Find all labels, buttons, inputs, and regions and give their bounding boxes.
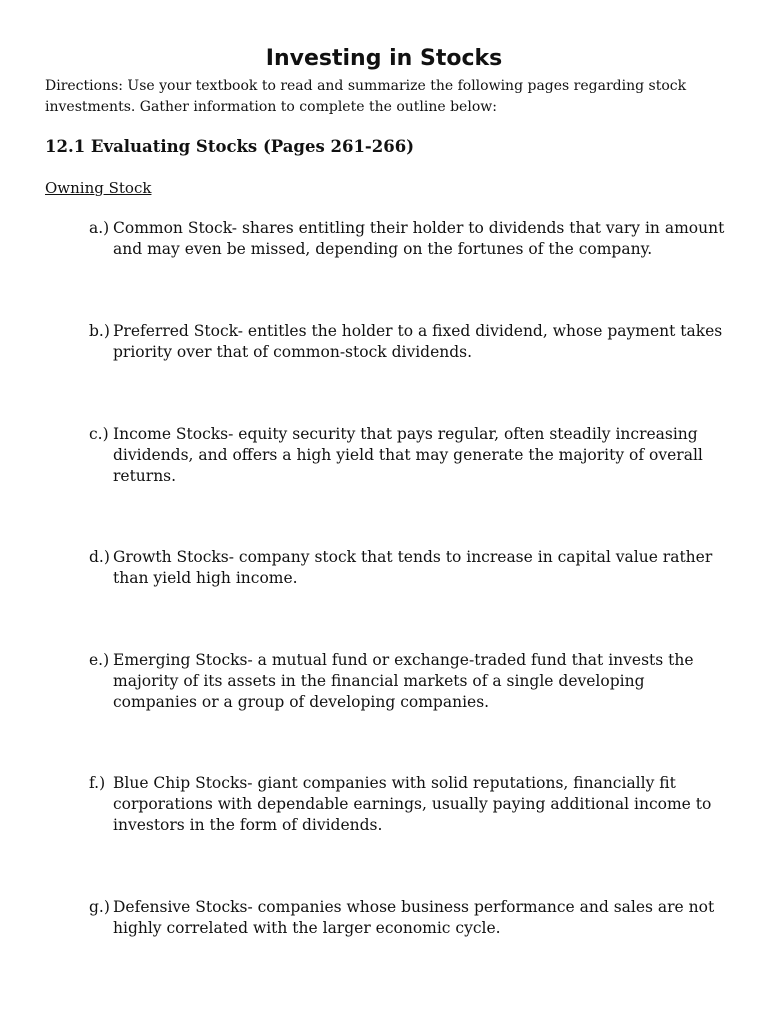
section-heading: 12.1 Evaluating Stocks (Pages 261-266) xyxy=(45,137,415,156)
outline-item-g xyxy=(89,897,729,939)
item-text: Emerging Stocks- a mutual fund or exchange-traded fund that invests the majority of its assets in the financial markets of a single developing companies or a group of developing companies. xyxy=(113,651,694,711)
item-text: Preferred Stock- entitles the holder to a fixed dividend, whose payment takes priority over that of common-stock dividends. xyxy=(113,322,723,361)
item-text: Common Stock- shares entitling their holder to dividends that vary in amount and may even be missed, depending on the fortunes of the company. xyxy=(113,219,725,258)
outline-item-d xyxy=(89,547,729,589)
page-title: Investing in Stocks xyxy=(265,46,503,71)
item-text: Income Stocks- equity security that pays regular, often steadily increasing dividends, and offers a high yield that may generate the majority of overall returns. xyxy=(113,425,703,485)
item-text: Defensive Stocks- companies whose business performance and sales are not highly correlated with the larger economic cycle. xyxy=(113,898,715,937)
outline-item-f xyxy=(89,773,729,836)
item-marker: a.) xyxy=(89,219,110,237)
item-marker: b.) xyxy=(89,322,110,340)
item-marker: f.) xyxy=(89,774,106,792)
item-marker: d.) xyxy=(89,548,110,566)
subheading-owning-stock: Owning Stock xyxy=(45,179,152,197)
directions-text: Directions: Use your textbook to read and summarize the following pages regarding stock investments. Gather information to complete the outline below: xyxy=(45,78,687,115)
outline-item-a xyxy=(89,218,729,260)
outline-item-c xyxy=(89,424,729,487)
outline-item-e xyxy=(89,650,729,713)
item-marker: g.) xyxy=(89,898,110,916)
item-marker: e.) xyxy=(89,651,110,669)
item-marker: c.) xyxy=(89,425,109,443)
item-text: Growth Stocks- company stock that tends to increase in capital value rather than yield high income. xyxy=(113,548,713,587)
outline-item-b xyxy=(89,321,729,363)
item-text: Blue Chip Stocks- giant companies with solid reputations, financially fit corporations with dependable earnings, usually paying additional income to investors in the form of dividends. xyxy=(113,774,712,834)
